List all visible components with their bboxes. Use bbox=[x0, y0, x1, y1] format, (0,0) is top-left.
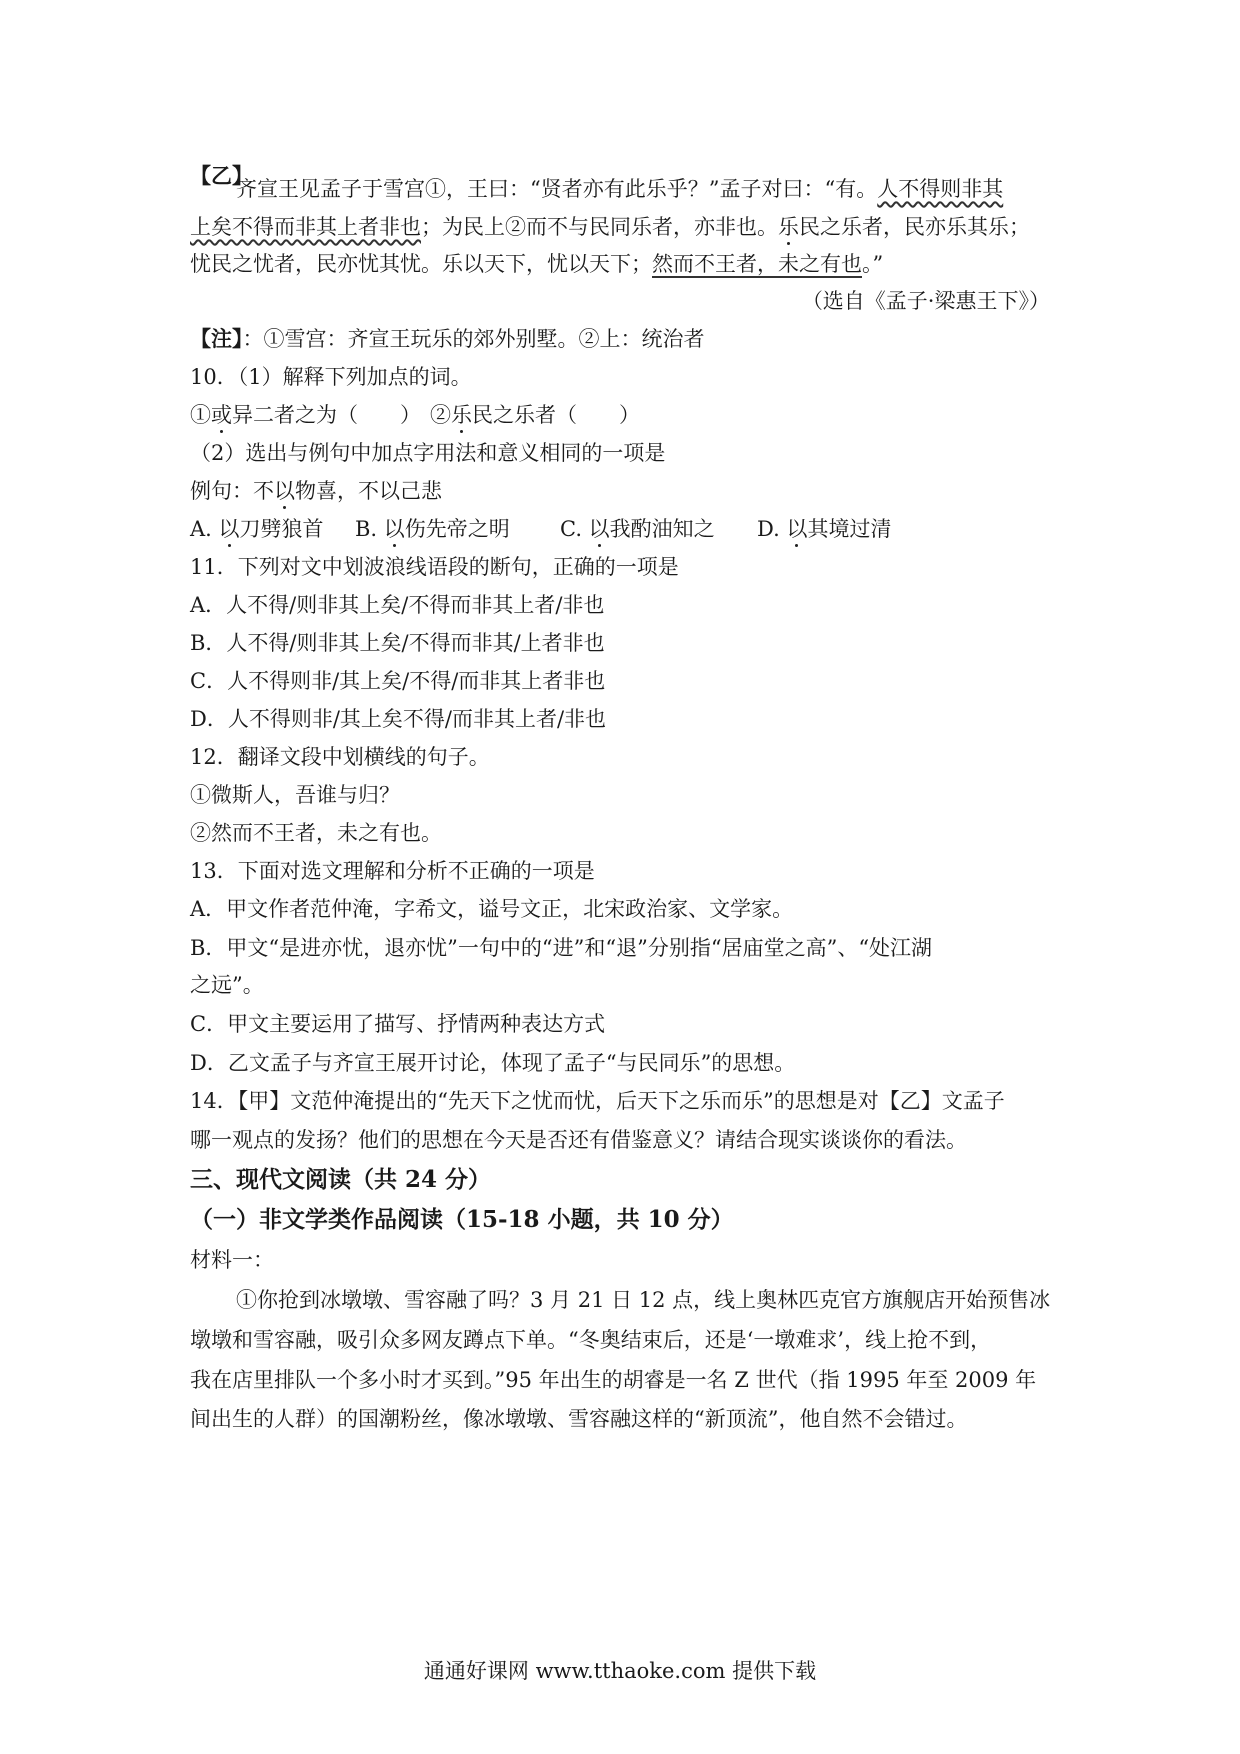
q12-sentence-1: ①微斯人，吾谁与归？ bbox=[190, 783, 400, 807]
option-text: 其境过清 bbox=[807, 517, 892, 541]
q13-title: 13．下面对选文理解和分析不正确的一项是 bbox=[190, 859, 595, 883]
q10-sub2: （2）选出与例句中加点字用法和意义相同的一项是 bbox=[190, 441, 666, 465]
dotted-word: 以 bbox=[383, 517, 405, 541]
q11-option-b: B．人不得/则非其上矣/不得而非其/上者非也 bbox=[190, 631, 605, 655]
dotted-word: 以 bbox=[588, 517, 610, 541]
option-letter: B. bbox=[355, 517, 384, 541]
passage-yi-tag: 【乙】 bbox=[190, 163, 253, 188]
q10-item1 bbox=[190, 402, 421, 428]
passage-yi-line-1 bbox=[236, 176, 1003, 202]
note bbox=[190, 326, 705, 352]
q14-line-1: 14．【甲】文范仲淹提出的“先天下之忧而忧，后天下之乐而乐”的思想是对【乙】文孟子 bbox=[190, 1089, 1005, 1113]
option-text: 我酌油知之 bbox=[609, 517, 715, 541]
material-line-3: 我在店里排队一个多小时才买到。”95 年出生的胡睿是一名 Z 世代（指 1995 年至 2009 年 bbox=[190, 1368, 1037, 1392]
item-text: 异二者之为（ ） bbox=[232, 403, 421, 427]
q11-option-a: A．人不得/则非其上矣/不得而非其上者/非也 bbox=[190, 593, 605, 617]
q13-option-a: A．甲文作者范仲淹，字希文，谥号文正，北宋政治家、文学家。 bbox=[190, 897, 794, 921]
q11-title: 11．下列对文中划波浪线语段的断句，正确的一项是 bbox=[190, 555, 679, 579]
item-number: ② bbox=[430, 403, 451, 427]
material-line-1: ①你抢到冰墩墩、雪容融了吗？3 月 21 日 12 点，线上奥林匹克官方旗舰店开始预售冰 bbox=[236, 1288, 1051, 1312]
q13-option-c: C．甲文主要运用了描写、抒情两种表达方式 bbox=[190, 1012, 606, 1036]
passage-source: （选自《孟子·梁惠王下》） bbox=[801, 289, 1050, 313]
q11-option-c: C．人不得则非/其上矣/不得/而非其上者非也 bbox=[190, 669, 606, 693]
dotted-word: 或 bbox=[211, 403, 232, 427]
note-text: ：①雪宫：齐宣王玩乐的郊外别墅。②上：统治者 bbox=[242, 327, 705, 351]
dotted-word: 以 bbox=[218, 517, 240, 541]
passage-yi-line-2 bbox=[190, 214, 1030, 240]
passage-text: 忧民之忧者，民亦忧其忧。乐以天下，忧以天下； bbox=[190, 252, 652, 276]
q10-option-c bbox=[560, 516, 715, 542]
q13-option-d: D．乙文孟子与齐宣王展开讨论，体现了孟子“与民同乐”的思想。 bbox=[190, 1051, 796, 1075]
material-line-4: 间出生的人群）的国潮粉丝，像冰墩墩、雪容融这样的“新顶流”，他自然不会错过。 bbox=[190, 1407, 968, 1431]
example-text: 物喜，不以己悲 bbox=[295, 479, 442, 503]
option-text: 伤先帝之明 bbox=[404, 517, 510, 541]
q12-sentence-2: ②然而不王者，未之有也。 bbox=[190, 821, 442, 845]
example-text: 例句：不 bbox=[190, 479, 274, 503]
wavy-underline-text: 上矣不得而非其上者非也 bbox=[190, 215, 421, 239]
option-letter: C. bbox=[560, 517, 589, 541]
passage-text: 齐宣王见孟子于雪宫①，王曰：“贤者亦有此乐乎？”孟子对曰：“有。 bbox=[236, 177, 878, 201]
wavy-underline-text: 人不得则非其 bbox=[877, 177, 1004, 201]
q13-option-b-line2: 之远”。 bbox=[190, 973, 264, 997]
q10-option-b bbox=[355, 516, 510, 542]
dotted-word: 以 bbox=[786, 517, 808, 541]
passage-yi-line-3 bbox=[190, 251, 883, 277]
q10-option-d bbox=[757, 516, 891, 542]
q10-item2 bbox=[430, 402, 640, 428]
dotted-word: 乐 bbox=[451, 403, 472, 427]
option-letter: D. bbox=[757, 517, 787, 541]
item-number: ① bbox=[190, 403, 211, 427]
footer-download-note: 通通好课网 www.tthaoke.com 提供下载 bbox=[423, 1659, 817, 1683]
passage-text: ；为民上②而不与民同乐者，亦非也。 bbox=[421, 215, 778, 239]
q10-option-a bbox=[190, 516, 324, 542]
passage-text: 。” bbox=[862, 252, 884, 276]
material-label: 材料一： bbox=[190, 1248, 274, 1272]
item-text: 民之乐者（ ） bbox=[472, 403, 640, 427]
q14-line-2: 哪一观点的发扬？他们的思想在今天是否还有借鉴意义？请结合现实谈谈你的看法。 bbox=[190, 1128, 967, 1152]
passage-text: 民之乐者，民亦乐其乐； bbox=[799, 215, 1030, 239]
section-3-heading: 三、现代文阅读（共 24 分） bbox=[190, 1166, 492, 1193]
q10-example bbox=[190, 478, 442, 504]
q10-title: 10．（1）解释下列加点的词。 bbox=[190, 365, 472, 389]
q12-title: 12．翻译文段中划横线的句子。 bbox=[190, 745, 490, 769]
q13-option-b-line1: B．甲文“是进亦忧，退亦忧”一句中的“进”和“退”分别指“居庙堂之高”、“处江湖 bbox=[190, 936, 933, 960]
note-label: 【注】 bbox=[190, 326, 243, 351]
dotted-word: 以 bbox=[274, 479, 295, 503]
option-text: 刀劈狼首 bbox=[239, 517, 324, 541]
part-1-heading: （一）非文学类作品阅读（15-18 小题，共 10 分） bbox=[190, 1206, 734, 1233]
material-line-2: 墩墩和雪容融，吸引众多网友蹲点下单。“冬奥结束后，还是‘一墩难求’，线上抢不到， bbox=[190, 1328, 992, 1352]
dotted-word: 乐 bbox=[778, 215, 799, 239]
underlined-sentence: 然而不王者，未之有也 bbox=[652, 252, 862, 276]
option-letter: A. bbox=[190, 517, 219, 541]
q11-option-d: D．人不得则非/其上矣不得/而非其上者/非也 bbox=[190, 707, 607, 731]
